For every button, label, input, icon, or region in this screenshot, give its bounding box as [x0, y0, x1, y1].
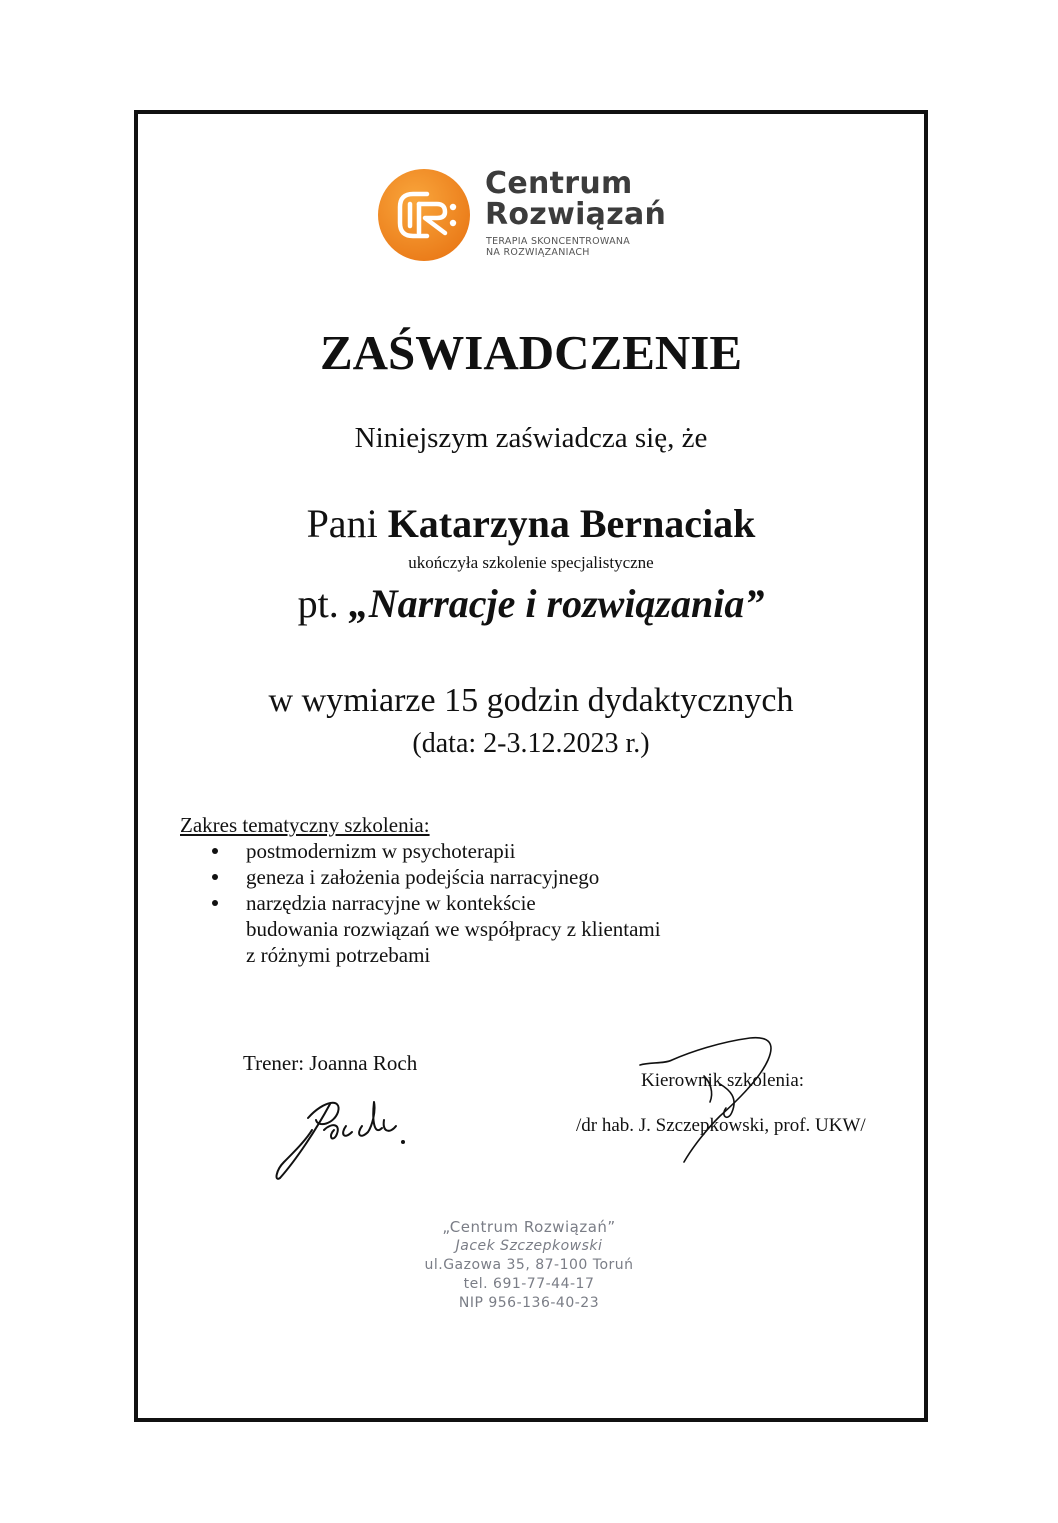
logo-tagline-line2: NA ROZWIĄZANIACH	[486, 247, 590, 258]
intro-text: Niniejszym zaświadcza się, że	[354, 422, 708, 454]
scope-heading: Zakres tematyczny szkolenia:	[180, 813, 430, 837]
stamp-line: Jacek Szczepkowski	[455, 1238, 603, 1254]
director-signature	[620, 1030, 820, 1170]
cr-monogram-icon	[375, 167, 475, 267]
director-label: Kierownik szkolenia:	[641, 1070, 805, 1091]
stamp-line: ul.Gazowa 35, 87-100 Toruń	[424, 1257, 634, 1273]
certificate-title: ZAŚWIADCZENIE	[319, 325, 743, 380]
honorific: Pani	[306, 501, 378, 546]
stamp-line: tel. 691-77-44-17	[463, 1276, 595, 1292]
logo-name-line2: Rozwiązań	[485, 197, 667, 232]
trainer-label: Trener: Joanna Roch	[243, 1051, 418, 1075]
stamp-line: NIP 956-136-40-23	[458, 1295, 600, 1311]
hours-text: w wymiarze 15 godzin dydaktycznych	[268, 682, 794, 719]
stamp-line: „Centrum Rozwiązań”	[442, 1218, 616, 1236]
topic-item-continuation: z różnymi potrzebami	[246, 943, 431, 967]
topic-item: narzędzia narracyjne w kontekście	[180, 890, 661, 916]
recipient-line	[134, 500, 928, 548]
course-line	[134, 580, 928, 628]
company-stamp	[404, 1218, 654, 1313]
recipient-name: Katarzyna Bernaciak	[387, 501, 756, 546]
topic-item: postmodernizm w psychoterapii	[180, 838, 661, 864]
course-title: „Narracje i rozwiązania”	[348, 581, 765, 626]
topic-item-continuation: budowania rozwiązań we współpracy z klientami	[246, 917, 661, 941]
logo-name-line1: Centrum	[485, 166, 633, 201]
director-name: /dr hab. J. Szczepkowski, prof. UKW/	[576, 1115, 866, 1136]
topic-list	[180, 838, 661, 968]
logo	[375, 167, 705, 267]
logo-tagline-line1: TERAPIA SKONCENTROWANA	[486, 236, 631, 247]
course-prefix: pt.	[297, 581, 339, 626]
topic-item: geneza i założenia podejścia narracyjnego	[180, 864, 661, 890]
trainer-signature	[272, 1090, 422, 1185]
completed-text: ukończyła szkolenie specjalistyczne	[408, 553, 654, 572]
date-text: (data: 2-3.12.2023 r.)	[412, 728, 650, 759]
